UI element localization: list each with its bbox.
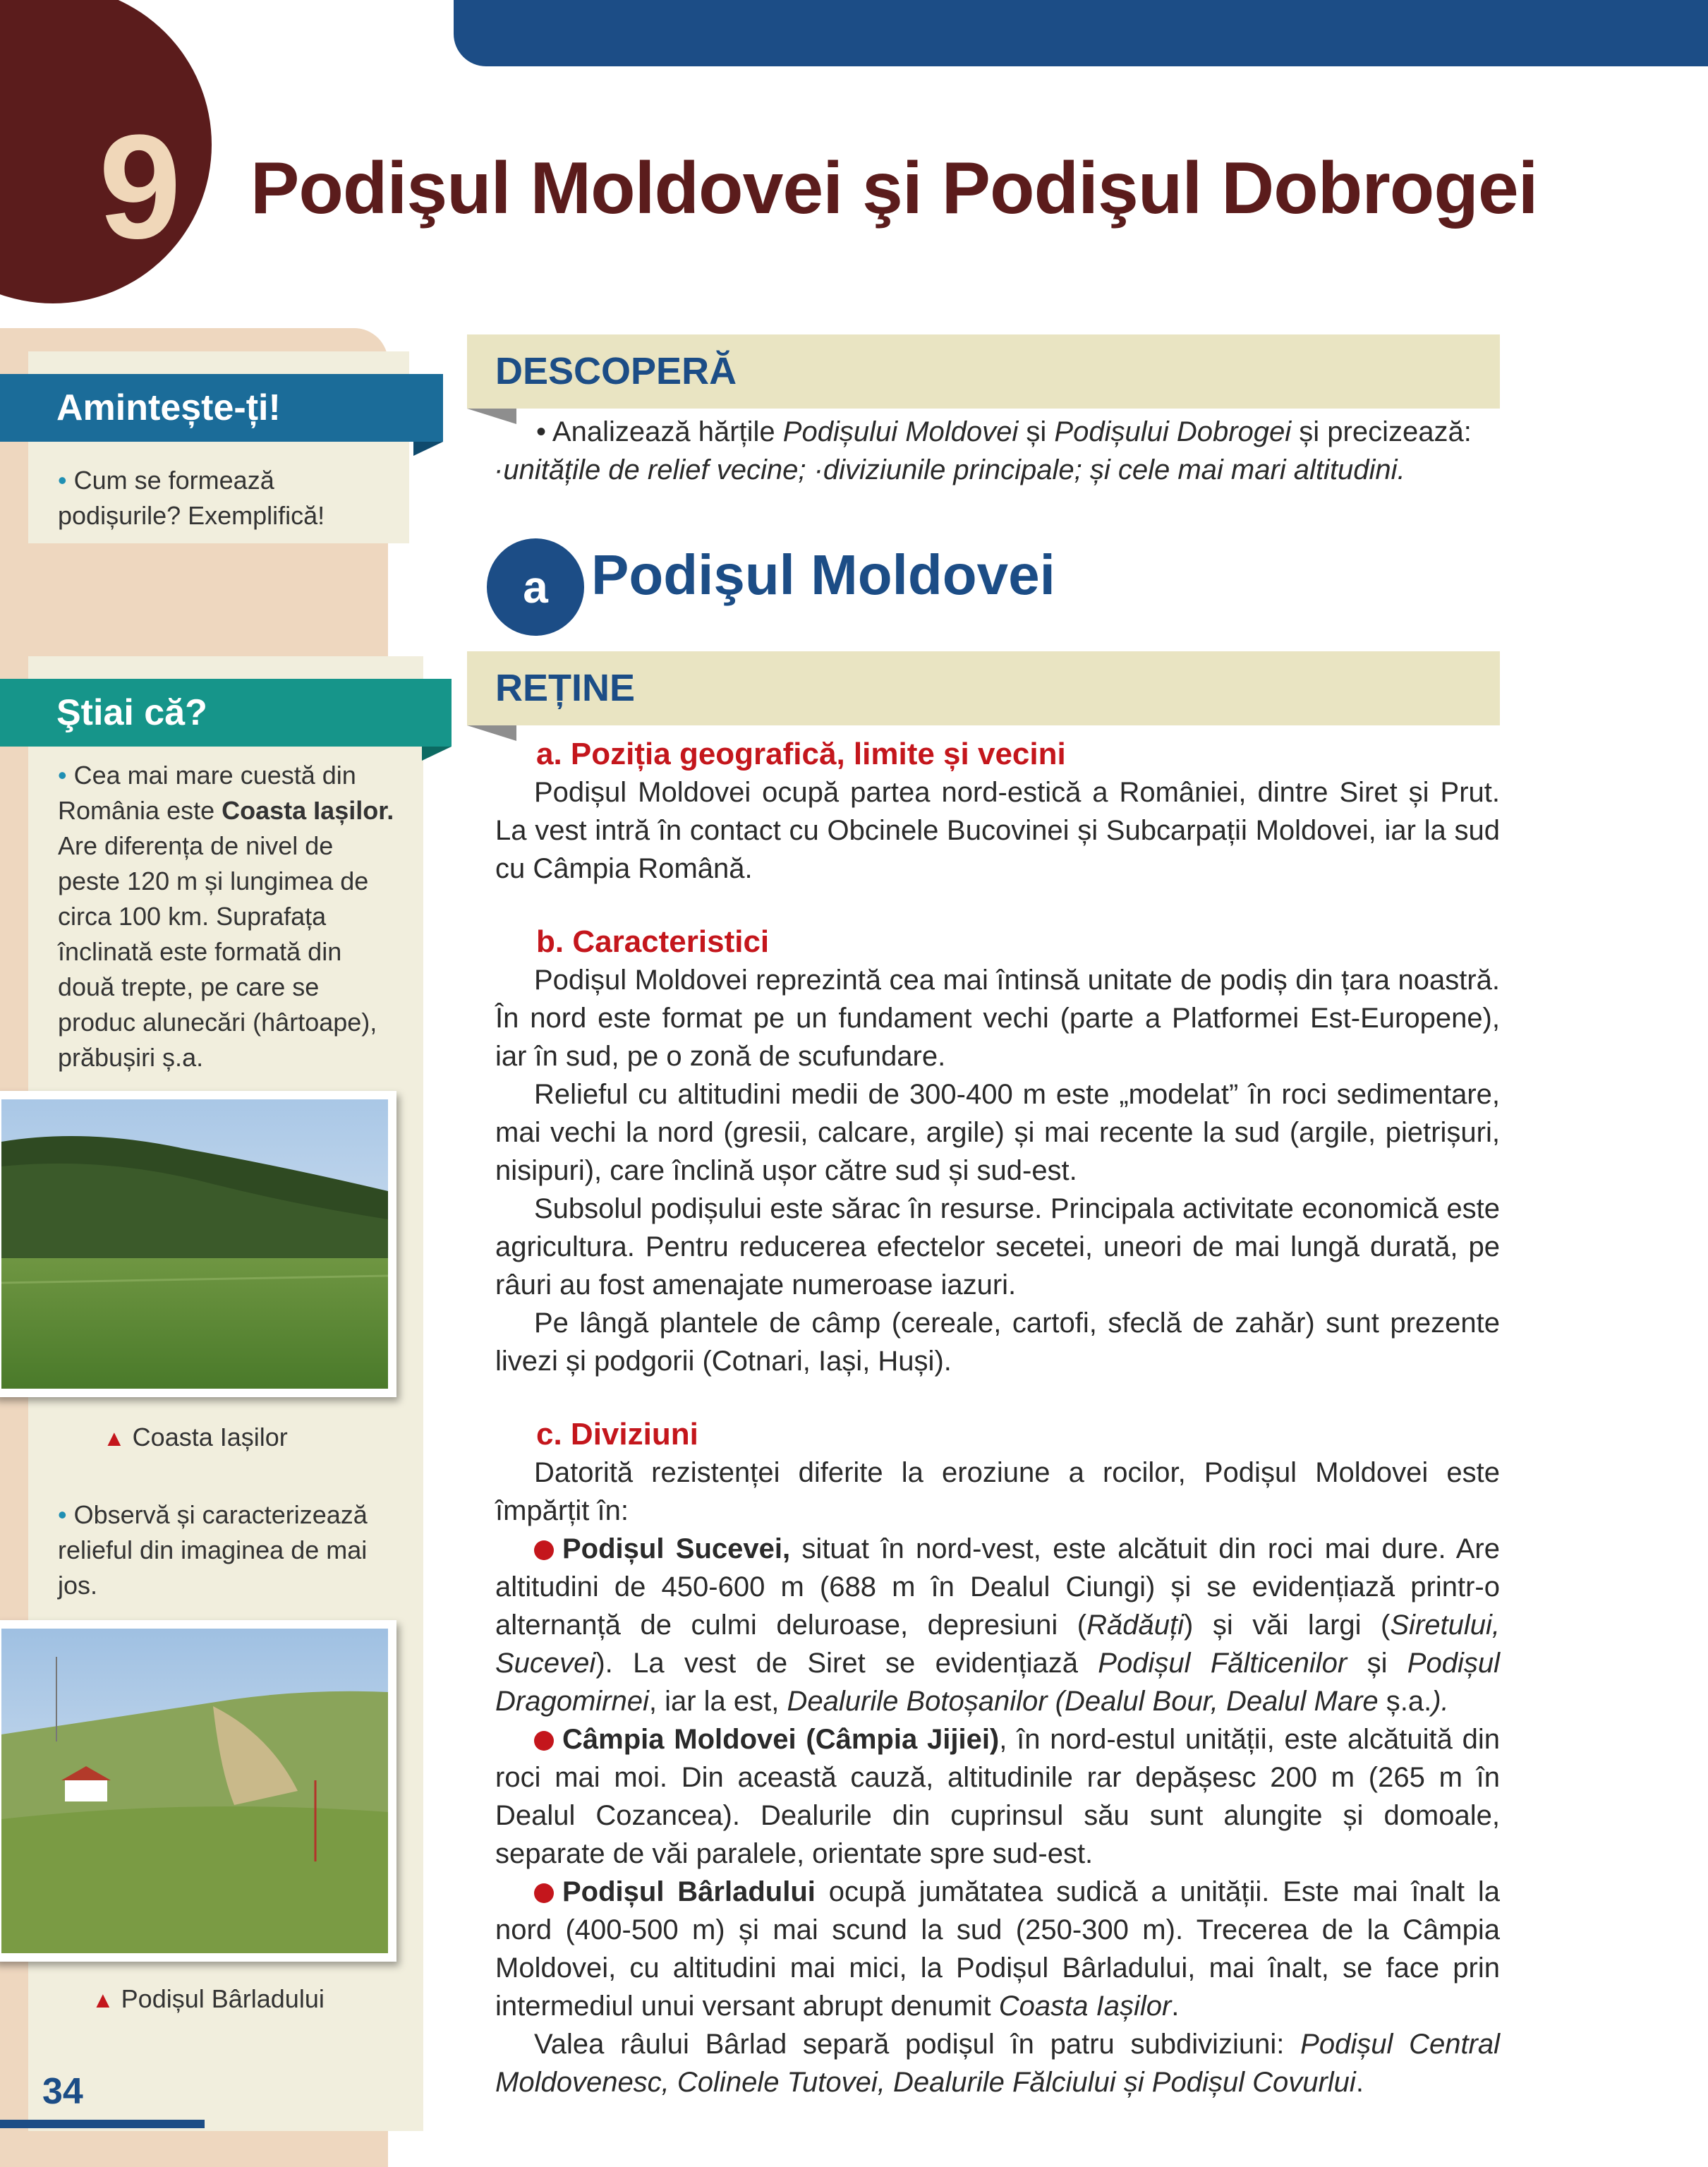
reminder-title: Amintește-ți!: [56, 387, 281, 428]
remember-heading: REȚINE: [467, 651, 1500, 725]
photo-podisul-barladului: [0, 1620, 396, 1962]
landscape-image: [1, 1629, 388, 1953]
bullet-dot-icon: [534, 1731, 554, 1751]
triangle-icon: ▲: [103, 1425, 126, 1451]
ribbon-fold: [413, 442, 443, 456]
triangle-icon: ▲: [92, 1987, 114, 2012]
paragraph: Subsolul podișului este sărac în resurse. Principala activitate economică este agricultura. Pentru reducerea efectelor secetei, uneori de mai lungă durată, pe râuri au fost amenajate numeroase iazuri.: [495, 1193, 1500, 1300]
did-you-know-ribbon: [0, 679, 452, 747]
section-letter-badge: a: [487, 538, 584, 636]
discover-heading: DESCOPERĂ: [467, 334, 1500, 409]
subheading-a: a. Poziția geografică, limite și vecini: [536, 737, 1066, 771]
bullet-dot-icon: [534, 1540, 554, 1560]
list-item: Câmpia Moldovei (Câmpia Jijiei), în nord-estul unității, este alcătuită din roci mai moi. Din această cauză, altitudinile rar depășesc 200 m (265 m în Dealul Cozancea). Dealurile din cuprinsul său sunt alungite și domoale, separate de văi paralele, orientate spre sud-est.: [495, 1724, 1501, 1869]
chapter-number: 9: [99, 104, 181, 270]
did-you-know-title: Ştiai că?: [56, 692, 207, 733]
paragraph: Datorită rezistenței diferite la eroziune a rocilor, Podișul Moldovei este împărțit în:: [495, 1457, 1500, 1526]
photo1-caption: ▲ Coasta Iașilor: [103, 1423, 288, 1451]
subheading-c: c. Diviziuni: [536, 1417, 698, 1451]
discover-text: • Analizează hărțile Podișului Moldovei și Podișului Dobrogei și precizează: ·unitățile de relief vecine; ·diviziunile principale; și cele mai mari altitudini.: [494, 416, 1472, 485]
bullet-dot-icon: [534, 1883, 554, 1903]
ribbon-fold: [422, 747, 452, 761]
paragraph: Valea râului Bârlad separă podișul în patru subdiviziuni: Podișul Central Moldovenesc, Colinele Tutovei, Dealurile Fălciului și Podișul Covurlui.: [495, 2029, 1501, 2098]
paragraph: Relieful cu altitudini medii de 300-400 m este „modelat” în roci sedimentare, mai vechi la nord (gresii, calcare, argile) și mai recente la sud (argile, pietrișuri, nisipuri), care înclină ușor către sud și sud-est.: [495, 1079, 1500, 1186]
section-title: Podişul Moldovei: [591, 543, 1055, 606]
photo2-caption: ▲ Podișul Bârladului: [92, 1984, 325, 2013]
reminder-ribbon: [0, 374, 443, 442]
did-you-know-text: • Cea mai mare cuestă din România este Coasta Iașilor. Are diferența de nivel de peste 120 m și lungimea de circa 100 km. Suprafața înclinată este formată din două trepte, pe care se produc alunecări (hârtoape), prăbușiri ș.a.: [58, 761, 394, 1072]
landscape-image: [1, 1099, 388, 1389]
list-item: Podișul Sucevei, situat în nord-vest, este alcătuit din roci mai dure. Are altitudini de 450-600 m (688 m în Dealul Ciungi) și se evidențiază printr-o alternanță de culmi deluroase, depresiuni (Rădăuți) și văi largi (Siretului, Sucevei). La vest de Siret se evidențiază Podișul Fălticenilor și Podișul Dragomirnei, iar la est, Dealurile Botoșanilor (Dealul Bour, Dealul Mare ș.a.).: [495, 1533, 1501, 1717]
header-bar: [454, 0, 1708, 66]
chapter-title: Podişul Moldovei şi Podişul Dobrogei: [250, 147, 1538, 229]
list-item: Podișul Bârladului ocupă jumătatea sudică a unității. Este mai înalt la nord (400-500 m) și mai scund la sud (250-300 m). Trecerea de la Câmpia Moldovei, cu altitudini mai mici, la Podișul Bârladului, mai înalt, se face prin intermediul unui versant abrupt denumit Coasta Iașilor.: [495, 1876, 1500, 2022]
page-number: 34: [42, 2071, 83, 2112]
remember-body: [495, 735, 1500, 2101]
paragraph: Podișul Moldovei reprezintă cea mai întinsă unitate de podiș din țara noastră. În nord este format pe un fundament vechi (parte a Platformei Est-Europene), iar în sud, pe o zonă de scufundare.: [495, 965, 1500, 1072]
subheading-b: b. Caracteristici: [536, 924, 770, 959]
observe-text: • Observă și caracterizează relieful din imaginea de mai jos.: [58, 1500, 368, 1600]
paragraph: Podișul Moldovei ocupă partea nord-estică a României, dintre Siret și Prut. La vest intră în contact cu Obcinele Bucovinei și Subcarpații Moldovei, iar la sud cu Câmpia Română.: [495, 777, 1500, 884]
reminder-text: • Cum se formează podișurile? Exemplifică!: [58, 466, 325, 530]
paragraph: Pe lângă plantele de câmp (cereale, cartofi, sfeclă de zahăr) sunt prezente livezi și podgorii (Cotnari, Iași, Huși).: [495, 1308, 1500, 1377]
page-number-bar: [0, 2120, 205, 2128]
photo-coasta-iasilor: [0, 1091, 396, 1397]
